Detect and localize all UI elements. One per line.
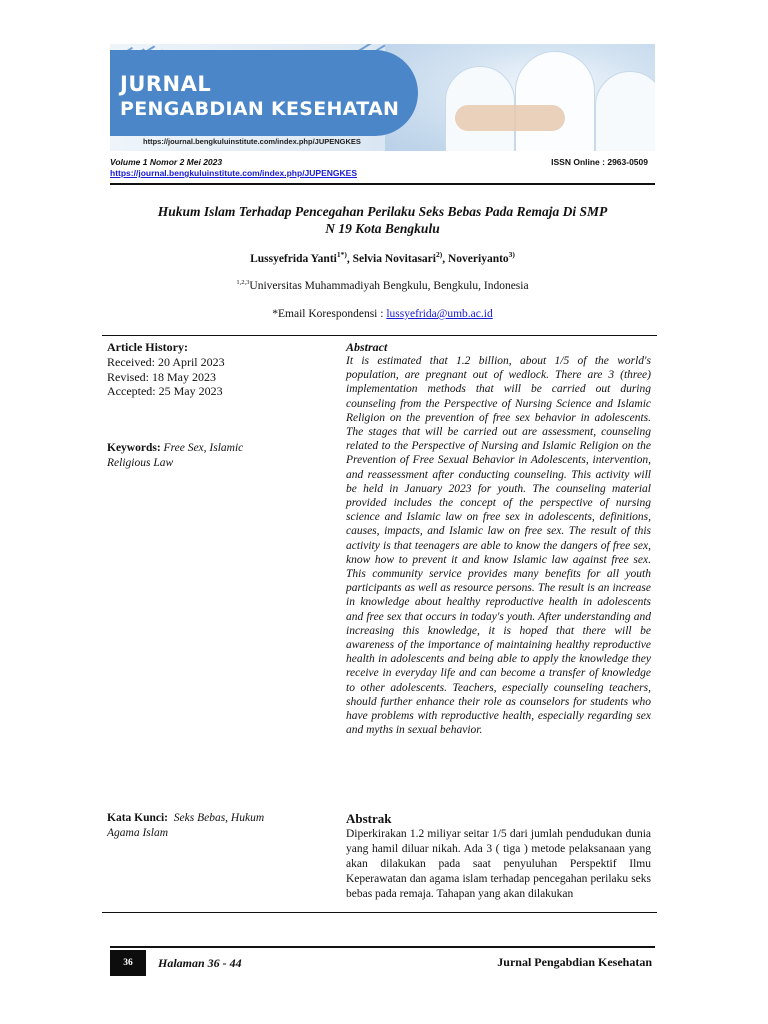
banner-photo [385,44,655,151]
accepted-date: Accepted: 25 May 2023 [107,384,223,398]
journal-banner [110,44,655,151]
author-name: Lussyefrida Yanti [250,252,337,265]
keywords-label: Keywords: [107,442,161,454]
author-sup: 3) [508,250,515,259]
abstrak-text: Diperkirakan 1.2 miliyar seitar 1/5 dari jumlah pendudukan dunia yang hamil diluar nikah. Ada 3 ( tiga ) metode pelaksanaan yang akan dilakukan pada saat penyuluhan Perspektif Ilmu Keperawatan dan agama islam terhadap pencegahan perilaku seks bebas pada remaja. Tahapan yang akan dilakukan [346,828,651,900]
author-sup: 2) [435,250,443,259]
section-bottom-divider [102,912,657,913]
author-name: Noveriyanto [447,252,509,265]
email-label: *Email Korespondensi : [272,308,387,320]
doctor-figure [515,51,595,151]
author-sup: 1*) [336,250,347,259]
revised-date: Revised: 18 May 2023 [107,370,216,384]
kata-kunci-label: Kata Kunci: [107,812,169,824]
article-title-line2: N 19 Kota Bengkulu [325,221,440,236]
keywords-value: Free Sex, Islamic Religious Law [107,442,244,469]
footer-divider [110,946,655,948]
affiliation-text: Universitas Muhammadiyah Bengkulu, Bengkulu, Indonesia [249,279,529,292]
banner-url: https://journal.bengkuluinstitute.com/index.php/JUPENGKES [143,137,361,146]
author-list: Lussyefrida Yanti$^{1*)}$, Selvia Novitasari$^{2)}$, Noveriyanto$^{3)}$ [250,250,515,265]
issn-info: ISSN Online : 2963-0509 [551,157,648,167]
correspondence [110,308,655,320]
keywords [107,441,277,471]
received-date: Received: 20 April 2023 [107,355,225,369]
kata-kunci [107,811,297,841]
banner-title-line2: PENGABDIAN KESEHATAN [120,98,400,120]
journal-name: Jurnal Pengabdian Kesehatan [497,955,652,969]
page-range: Halaman 36 - 44 [158,956,242,970]
author-name: Selvia Novitasari [352,252,436,265]
article-title-line1: Hukum Islam Terhadap Pencegahan Perilaku Seks Bebas Pada Remaja Di SMP [157,204,608,219]
kata-kunci-value: Seks Bebas, Hukum Agama Islam [107,812,265,839]
email-link[interactable]: lussyefrida@umb.ac.id [386,308,493,320]
header-divider [110,183,655,185]
section-divider [102,335,657,336]
article-history-label: Article History: [107,340,188,354]
banner-title-line1: JURNAL [120,72,212,96]
volume-info: Volume 1 Nomor 2 Mei 2023 [110,157,223,167]
abstract-text: It is estimated that 1.2 billion, about 1/5 of the world's population, are pregnant out of wedlock. There are 3 (three) implementation methods that will be carried out during counseling from the Perspective of Nursing Science and Islamic Religion on the prevention of free sex behavior in adolescents. The stages that will be carried out are assessment, counseling related to the Perspective of Nursing and Islamic Religion on the Prevention of Free Sexual Behavior in Adolescents, intervention, and reassessment after conducting counseling. This activity will be held in January 2023 for youth. The counseling material provided includes the concept of the perspective of nursing science and Islamic law on free sex in adolescents, definitions, causes, impacts, and Islamic law on free sex. The result of this activity is that teenagers are able to know the dangers of free sex, know how to prevent it and know Islamic law against free sex. This community service provides many benefits for all youth participants as well as resource persons. The result is an increase in knowledge about healthy reproductive health in adolescents and free sex that occurs in today's youth. After understanding and increasing this knowledge, it is hoped that there will be awareness of the importance of maintaining healthy reproductive health in adolescents and being able to apply the knowledge they receive in everyday life and can become a transfer of knowledge to other adolescents. Teachers, especially counseling teachers, should further enhance their role as counselors for students who have problems with reproductive health, especially regarding sex and myths in sexual behavior. [346,355,651,737]
abstrak-heading: Abstrak [346,811,392,826]
stacked-hands [455,105,565,131]
article-title [110,203,655,237]
abstract-heading: Abstract [346,340,388,354]
page-number: 36 [110,950,146,976]
doctor-figure [595,71,655,151]
banner-title-panel [110,50,418,136]
journal-link[interactable]: https://journal.bengkuluinstitute.com/index.php/JUPENGKES [110,168,357,178]
affiliation-sup: 1,2,3 [236,279,250,286]
affiliation [110,279,655,292]
